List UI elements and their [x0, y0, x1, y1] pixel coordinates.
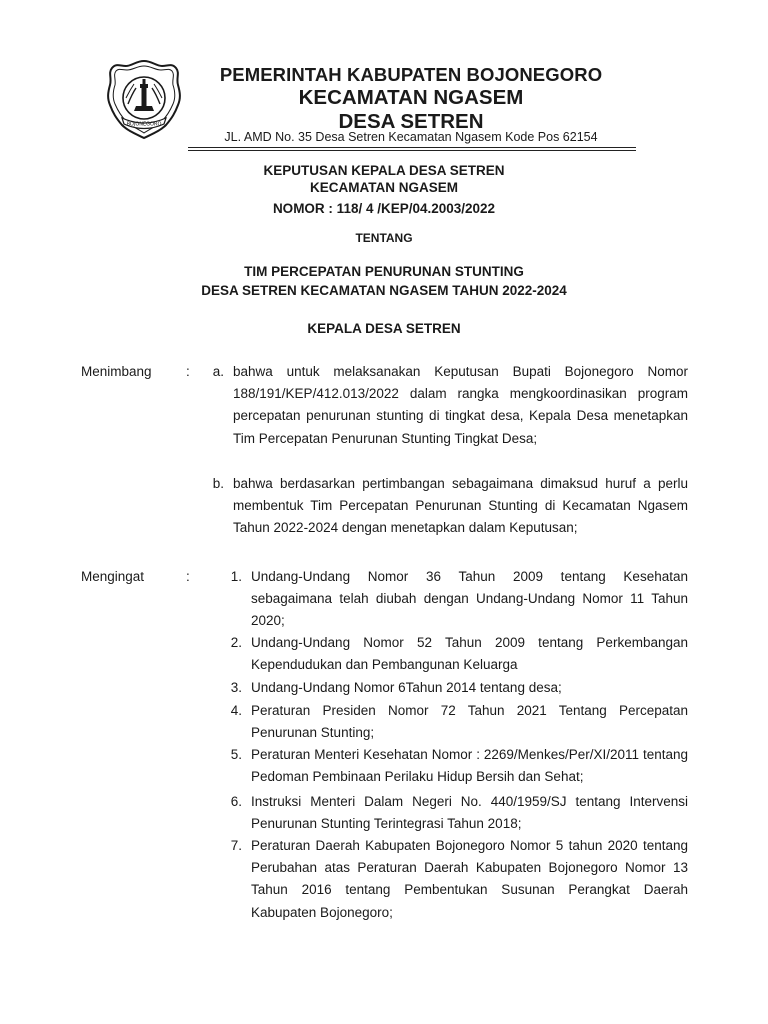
item-text: Undang-Undang Nomor 6Tahun 2014 tentang desa;: [251, 680, 562, 695]
item-text: Peraturan Daerah Kabupaten Bojonegoro Nomor 5 tahun 2020 tentang Perubahan atas Peraturan Daerah Kabupaten Bojonegoro Nomor 13 Tahun 2016 tentang Pembentukan Susunan Perangkat Daerah Kabupaten Bojonegoro;: [251, 838, 688, 920]
menimbang-colon: :: [186, 364, 190, 379]
decree-heading: KEPUTUSAN KEPALA DESA SETREN: [263, 163, 505, 178]
decree-authority: KEPALA DESA SETREN: [307, 321, 461, 336]
menimbang-label: Menimbang: [81, 364, 152, 379]
item-marker: 2.: [230, 635, 242, 650]
bojonegoro-emblem-icon: [106, 58, 182, 140]
item-marker: 5.: [230, 747, 242, 762]
item-marker: b.: [212, 476, 224, 491]
item-marker: 4.: [230, 703, 242, 718]
letterhead-title: [188, 64, 634, 134]
item-text: Instruksi Menteri Dalam Negeri No. 440/1959/SJ tentang Intervensi Penurunan Stunting Terintegrasi Tahun 2018;: [251, 794, 688, 832]
decree-number: NOMOR : 118/ 4 /KEP/04.2003/2022: [272, 201, 496, 216]
item-text: Undang-Undang Nomor 52 Tahun 2009 tentang Perkembangan Kependudukan dan Pembangunan Keluarga: [251, 635, 688, 673]
mengingat-label: Mengingat: [81, 569, 145, 584]
svg-text:BOJONEGORO: BOJONEGORO: [126, 121, 162, 128]
government-name: PEMERINTAH KABUPATEN BOJONEGORO: [219, 64, 603, 85]
item-text: bahwa untuk melaksanakan Keputusan Bupati Bojonegoro Nomor 188/191/KEP/412.013/2022 dalam rangka mengkoordinasikan program percepatan penurunan stunting di tingkat desa, Kepala Desa menetapkan Tim Percepatan Penurunan Stunting Tingkat Desa;: [233, 364, 688, 446]
item-text: Undang-Undang Nomor 36 Tahun 2009 tentang Kesehatan sebagaimana telah diubah dengan Undang-Undang Nomor 11 Tahun 2020;: [251, 569, 688, 629]
item-marker: 1.: [230, 569, 242, 584]
letterhead-rule-thin: [188, 150, 636, 151]
mengingat-colon: :: [186, 569, 190, 584]
decree-subject-line1: TIM PERCEPATAN PENURUNAN STUNTING: [244, 264, 524, 279]
item-text: Peraturan Menteri Kesehatan Nomor : 2269/Menkes/Per/XI/2011 tentang Pedoman Pembinaan Perilaku Hidup Bersih dan Sehat;: [251, 747, 688, 785]
district-name: KECAMATAN NGASEM: [298, 86, 524, 109]
item-text: Peraturan Presiden Nomor 72 Tahun 2021 Tentang Percepatan Penurunan Stunting;: [251, 703, 688, 741]
decree-about: TENTANG: [355, 231, 413, 245]
village-name: DESA SETREN: [338, 110, 484, 133]
letterhead-rule-thick: [188, 147, 636, 148]
item-marker: 6.: [230, 794, 242, 809]
item-marker: a.: [212, 364, 224, 379]
item-text: bahwa berdasarkan pertimbangan sebagaimana dimaksud huruf a perlu membentuk Tim Percepatan Penurunan Stunting di Kecamatan Ngasem Tahun 2022-2024 dengan menetapkan dalam Keputusan;: [233, 476, 688, 536]
item-marker: 7.: [230, 838, 242, 853]
item-marker: 3.: [230, 680, 242, 695]
decree-subheading: KECAMATAN NGASEM: [310, 180, 458, 195]
office-address: JL. AMD No. 35 Desa Setren Kecamatan Ngasem Kode Pos 62154: [224, 130, 598, 144]
decree-subject-line2: DESA SETREN KECAMATAN NGASEM TAHUN 2022-2024: [201, 283, 567, 298]
